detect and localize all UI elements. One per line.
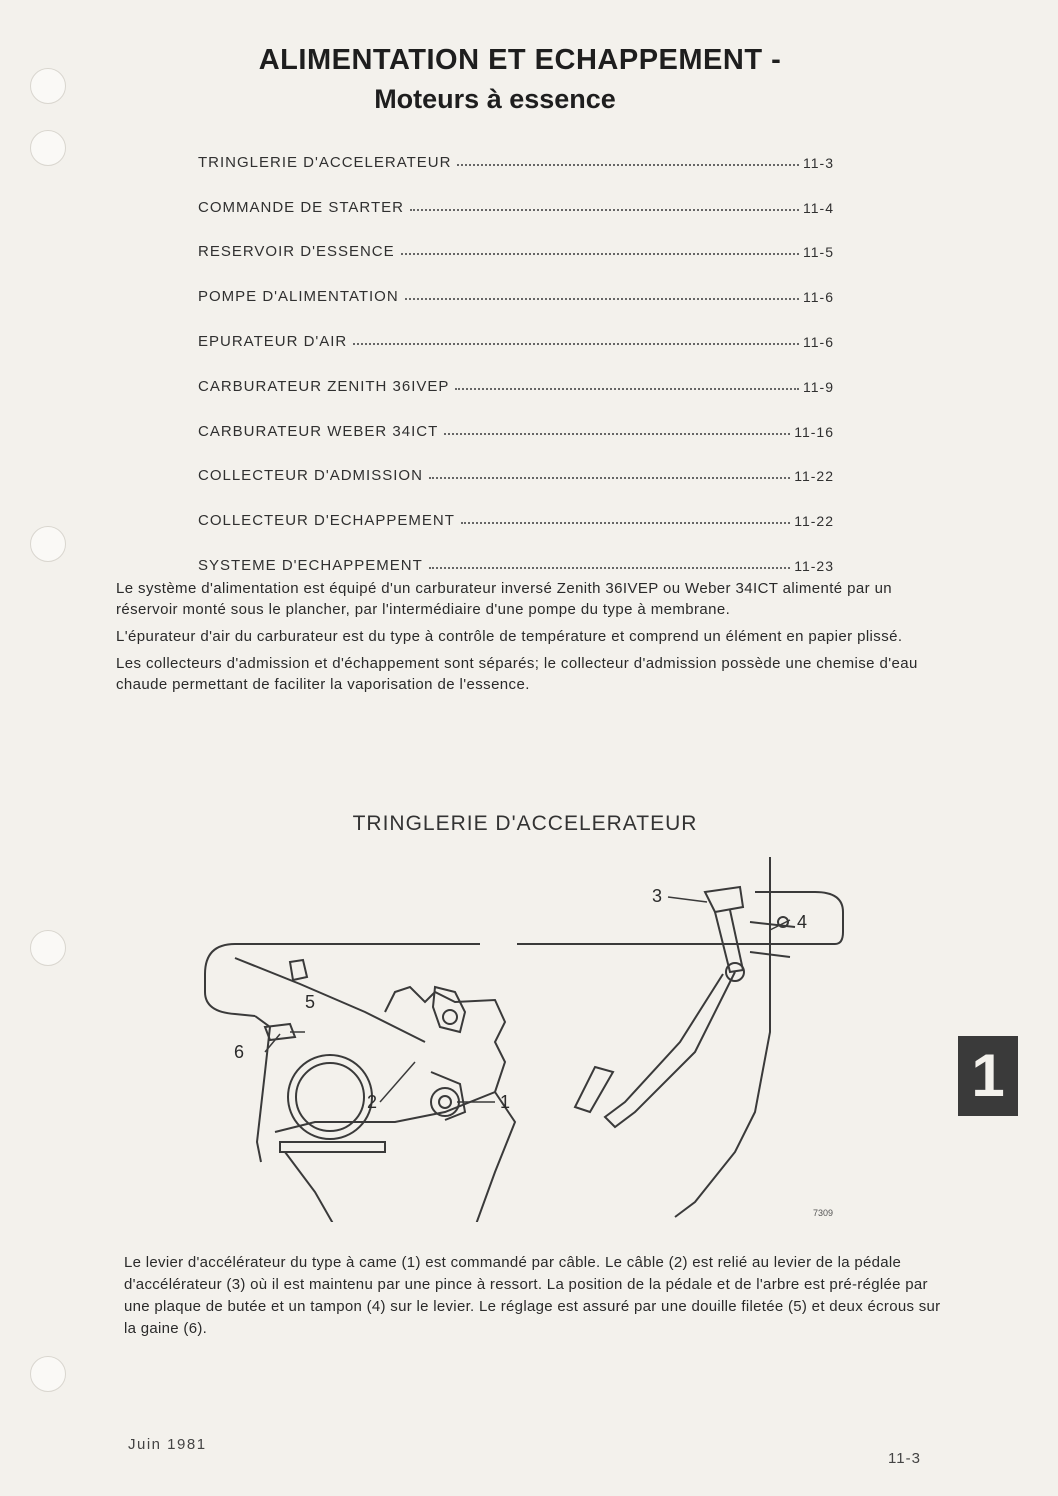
figure-reference: 7309 (813, 1208, 834, 1218)
toc-label: POMPE D'ALIMENTATION (198, 288, 399, 306)
leader-dots (405, 298, 799, 300)
toc-label: RESERVOIR D'ESSENCE (198, 243, 395, 261)
toc-page: 11-22 (794, 468, 834, 485)
toc-label: EPURATEUR D'AIR (198, 332, 348, 350)
section-title: TRINGLERIE D'ACCELERATEUR (352, 812, 698, 835)
page-subtitle: Moteurs à essence (374, 84, 616, 114)
figure-caption (124, 1252, 944, 1340)
leader-dots (410, 209, 799, 211)
punch-hole (30, 1356, 66, 1392)
air-filter-outline (288, 1055, 372, 1139)
toc-page: 11-4 (803, 199, 834, 216)
accelerator-pedal-arm (605, 972, 735, 1127)
intro-paragraph: Le système d'alimentation est équipé d'un carburateur inversé Zenith 36IVEP ou Weber 34ICT alimenté par un réservoir monté sous le plancher, par l'intermédiaire d'une pompe du type à membrane. (116, 580, 893, 618)
toc-page: 11-6 (803, 289, 834, 306)
callout-2: 2 (367, 1092, 378, 1112)
toc-label: SYSTEME D'ECHAPPEMENT (198, 556, 423, 574)
leader-dots (401, 253, 799, 255)
punch-hole (30, 526, 66, 562)
cable-sheath (205, 944, 480, 1016)
toc-label: COLLECTEUR D'ADMISSION (198, 467, 423, 485)
toc-entry[interactable] (198, 305, 834, 350)
cable-sheath (517, 892, 843, 944)
table-of-contents (198, 126, 834, 574)
toc-label: COLLECTEUR D'ECHAPPEMENT (198, 512, 455, 530)
leader-dots (429, 567, 790, 569)
callout-5: 5 (305, 992, 316, 1012)
page-title: ALIMENTATION ET ECHAPPEMENT - (258, 44, 782, 76)
cable (235, 958, 425, 1042)
accelerator-linkage-diagram (195, 852, 855, 1222)
cable (255, 1016, 270, 1162)
toc-label: TRINGLERIE D'ACCELERATEUR (198, 153, 452, 171)
leader-dots (429, 477, 790, 479)
toc-page: 11-9 (803, 378, 834, 395)
leader-dots (353, 343, 799, 345)
toc-entry[interactable] (198, 350, 834, 395)
callout-6: 6 (234, 1042, 245, 1062)
toc-entry[interactable] (198, 260, 834, 305)
intro-paragraph: Les collecteurs d'admission et d'échappement sont séparés; le collecteur d'admission possède une chemise d'eau chaude permettant de faciliter la vaporisation de l'essence. (116, 655, 918, 693)
caption-text: Le levier d'accélérateur du type à came (1) est commandé par câble. Le câble (2) est relié au levier de la pédale d'accélérateur (3) où il est maintenu par une pince à ressort. La position de la pédale et de l'arbre est pré-réglée par une plaque de butée et un tampon (4) sur le levier. Le réglage est assuré par une douille filetée (5) et deux écrous sur la gaine (6). (124, 1254, 941, 1337)
pedal-lever-top (705, 887, 743, 912)
leader-dots (455, 388, 799, 390)
intro-paragraph: L'épurateur d'air du carburateur est du type à contrôle de température et comprend un élément en papier plissé. (116, 628, 903, 645)
toc-entry[interactable] (198, 484, 834, 529)
toc-entry[interactable] (198, 216, 834, 261)
callout-3: 3 (652, 886, 663, 906)
toc-page: 11-16 (794, 423, 834, 440)
toc-page: 11-23 (794, 557, 834, 574)
section-tab: 1 (958, 1036, 1018, 1116)
punch-hole (30, 930, 66, 966)
toc-entry[interactable] (198, 440, 834, 485)
toc-entry[interactable] (198, 126, 834, 171)
toc-page: 11-5 (803, 244, 834, 261)
toc-label: CARBURATEUR ZENITH 36IVEP (198, 377, 450, 395)
footer-page-number: 11-3 (888, 1450, 921, 1467)
footer-date: Juin 1981 (128, 1436, 207, 1453)
toc-label: COMMANDE DE STARTER (198, 198, 404, 216)
leader-dots (461, 522, 790, 524)
accelerator-pedal-pad (575, 1067, 613, 1112)
toc-entry[interactable] (198, 395, 834, 440)
leader-dots (457, 164, 799, 166)
toc-label: CARBURATEUR WEBER 34ICT (198, 422, 439, 440)
toc-page: 11-22 (794, 513, 834, 530)
leader-dots (444, 433, 790, 435)
toc-page: 11-3 (803, 154, 834, 171)
punch-hole (30, 130, 66, 166)
callout-1: 1 (500, 1092, 511, 1112)
intro-text (116, 578, 936, 701)
toc-entry[interactable] (198, 171, 834, 216)
toc-entry[interactable] (198, 529, 834, 574)
toc-page: 11-6 (803, 333, 834, 350)
callout-4: 4 (797, 912, 808, 932)
